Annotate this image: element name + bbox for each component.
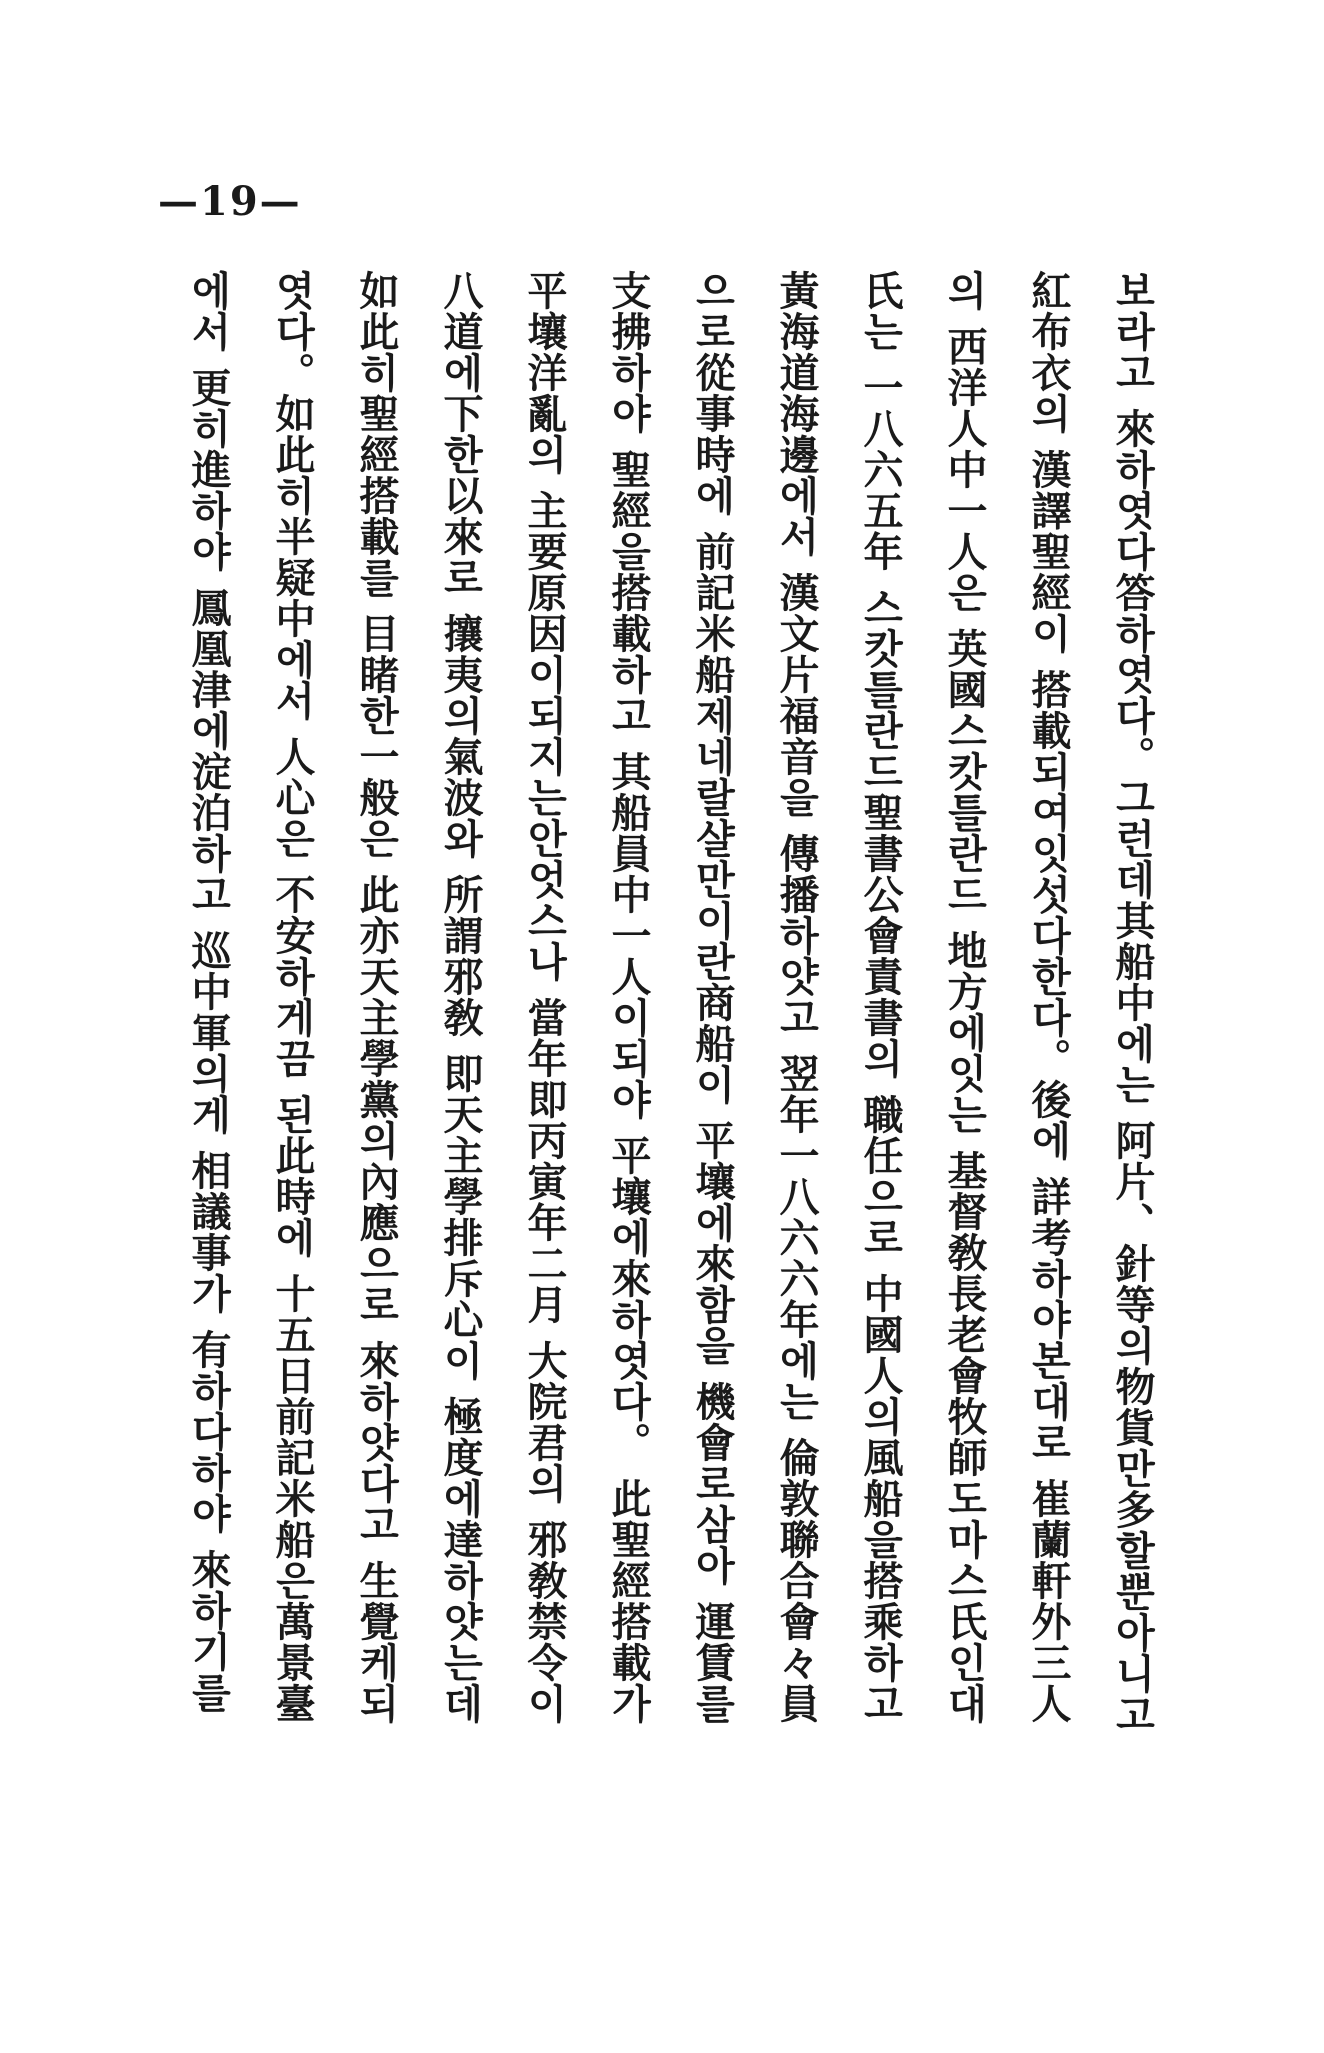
text-line: 보라고 來하엿다答하엿다。그런데其船中에는 阿片、針等의物貨만多할뿐아니고 (1109, 270, 1156, 1735)
text-line: 엿다。如此히半疑中에서 人心은 不安하게끔 된此時에 十五日前記米船은萬景臺 (269, 270, 316, 1724)
text-line: 으로從事時에 前記米船제네랄샬만이란商船이 平壤에來함을 機會로삼아 運賃를 (689, 270, 736, 1724)
body-text (166, 270, 1174, 1950)
text-line: 八道에下한以來로 攘夷의氣波와 所謂邪敎 即天主學排斥心이 極度에達하얏는데 (437, 270, 484, 1724)
text-line: 黃海道海邊에서 漢文片福音을 傳播하얏고 翌年一八六六年에는 倫敦聯合會々員 (773, 270, 820, 1724)
text-line: 支拂하야 聖經을搭載하고 其船員中一人이되야 平壤에來하엿다。 此聖經搭載가 (605, 270, 652, 1724)
text-line: 紅布衣의 漢譯聖經이 搭載되여잇섯다한다。後에 詳考하야본대로 崔蘭軒外三人 (1025, 270, 1072, 1724)
text-line: 如此히聖經搭載를 目睹한一般은 此亦天主學黨의內應으로 來하얏다고 生覺케되 (353, 270, 400, 1724)
text-line: 에서 更히進하야 鳳凰津에淀泊하고 巡中軍의게 相議事가 有하다하야 來하기를 (185, 270, 232, 1713)
text-line: 의 西洋人中一人은 英國스캇틀란드 地方에잇는 基督敎長老會牧師도마스氏인대 (941, 270, 988, 1724)
page-number: —19— (158, 178, 302, 225)
text-line: 平壤洋亂의 主要原因이되지는안엇스나 當年即丙寅年二月 大院君의 邪敎禁令이 (521, 270, 568, 1724)
text-line: 氏는 一八六五年 스캇틀란드聖書公會責書의 職任으로 中國人의風船을搭乘하고 (857, 270, 904, 1724)
